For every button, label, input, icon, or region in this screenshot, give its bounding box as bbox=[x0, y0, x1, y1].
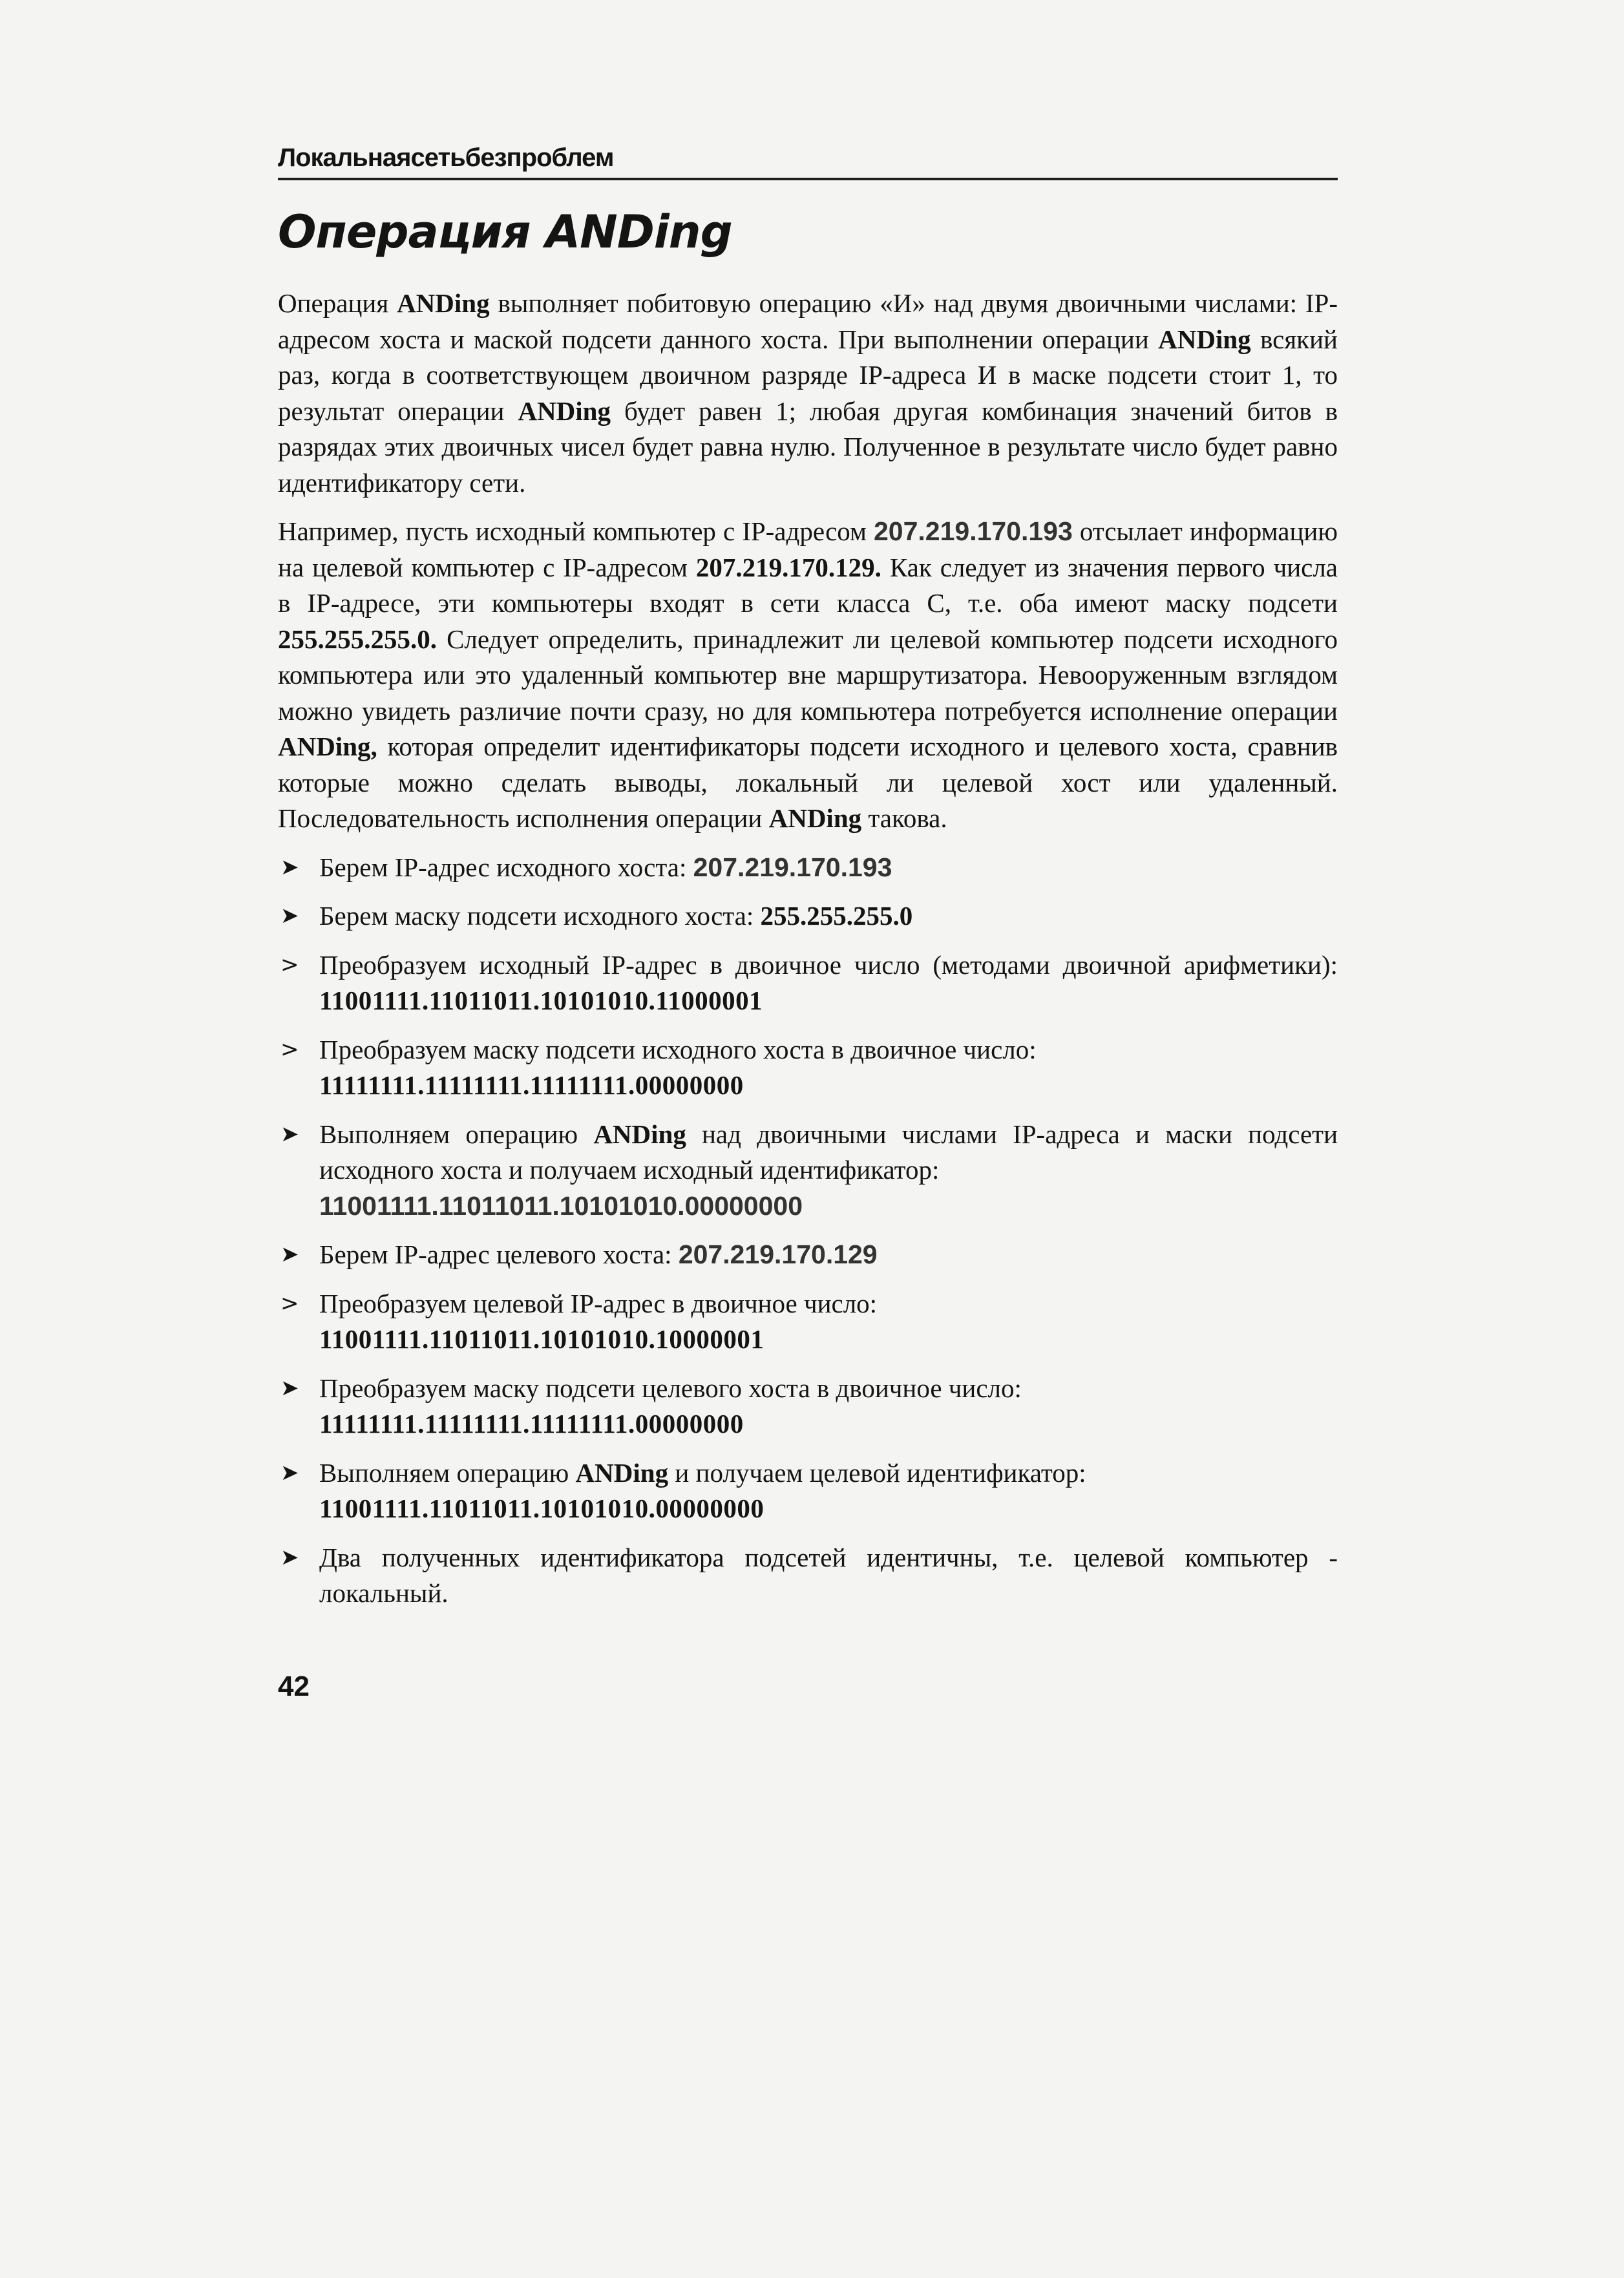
term-anding: ANDing, bbox=[278, 732, 377, 761]
step-text: Преобразуем исходный IP-адрес в двоичное число (методами двоичной арифметики): bbox=[319, 949, 1338, 980]
arrow-bullet-icon: ➤ bbox=[280, 1241, 299, 1267]
step-text: Берем IP-адрес исходного хоста: bbox=[319, 852, 693, 882]
step-value: 11111111.11111111.11111111.00000000 bbox=[319, 1409, 744, 1439]
source-ip: 207.219.170.193 bbox=[873, 516, 1073, 546]
arrow-bullet-icon: > bbox=[280, 1290, 299, 1316]
list-item bbox=[278, 1117, 1338, 1225]
list-item bbox=[278, 1455, 1338, 1527]
step-text: Берем IP-адрес целевого хоста: bbox=[319, 1239, 679, 1269]
text-run: Как следует из значения первого числа в IP-адресе, эти компьютеры входят в сети класса С, т.е. оба имеют маску подсети bbox=[278, 552, 1338, 618]
term-anding: ANDing bbox=[575, 1457, 669, 1488]
step-text: Преобразуем целевой IP-адрес в двоичное число: bbox=[319, 1288, 878, 1318]
step-text: над двоичными числами IP-адреса и маски подсети исходного хоста и получаем исходный идентификатор: bbox=[319, 1119, 1338, 1185]
step-text: Преобразуем маску подсети исходного хоста в двоичное число: bbox=[319, 1034, 1037, 1064]
text-run: которая определит идентификаторы подсети исходного и целевого хоста, сравнив которые можно сделать выводы, локальный ли целевой хост или удаленный. Последовательность исполнения операции bbox=[278, 732, 1338, 833]
arrow-bullet-icon: > bbox=[280, 1036, 299, 1062]
arrow-bullet-icon: ➤ bbox=[280, 1459, 299, 1486]
text-run: отсылает информацию на целевой компьютер с IP-адресом bbox=[278, 516, 1338, 582]
step-text: и получаем целевой идентификатор: bbox=[668, 1457, 1086, 1488]
step-text: Выполняем операцию bbox=[319, 1457, 576, 1488]
arrow-bullet-icon: ➤ bbox=[280, 1121, 299, 1147]
text-run: Следует определить, принадлежит ли целевой компьютер подсети исходного компьютера или это удаленный компьютер вне маршрутизатора. Невооруженным взглядом можно увидеть различие почти сразу, но для компьютера потребуется исполнение операции bbox=[278, 624, 1338, 726]
intro-paragraph bbox=[278, 286, 1338, 501]
step-text: Два полученных идентификатора подсетей идентичны, т.е. целевой компьютер - локальный. bbox=[319, 1542, 1338, 1608]
step-text: Берем маску подсети исходного хоста: bbox=[319, 901, 761, 931]
term-anding: ANDing bbox=[768, 803, 862, 833]
text-run: всякий раз, когда в соответствующем двоичном разряде IP-адреса И в маске подсети стоит 1, то результат операции bbox=[278, 324, 1338, 426]
text-run: Операция bbox=[278, 288, 397, 318]
step-value: 207.219.170.129 bbox=[678, 1239, 878, 1269]
list-item bbox=[278, 1371, 1338, 1442]
step-value: 207.219.170.193 bbox=[693, 852, 892, 882]
term-anding: ANDing bbox=[518, 395, 611, 426]
list-item bbox=[278, 850, 1338, 886]
list-item bbox=[278, 1286, 1338, 1358]
example-paragraph bbox=[278, 514, 1338, 837]
text-run: выполняет побитовую операцию «И» над двумя двоичными числами: IP-адресом хоста и маской подсети данного хоста. При выполнении операции bbox=[278, 288, 1338, 354]
arrow-bullet-icon: ➤ bbox=[280, 854, 299, 880]
term-anding: ANDing bbox=[1158, 324, 1251, 354]
arrow-bullet-icon: ➤ bbox=[280, 1375, 299, 1401]
steps-list bbox=[278, 850, 1338, 1612]
term-anding: ANDing bbox=[593, 1119, 686, 1149]
destination-ip: 207.219.170.129. bbox=[695, 552, 881, 582]
step-value: 11001111.11011011.10101010.00000000 bbox=[319, 1190, 803, 1221]
step-text: Преобразуем маску подсети целевого хоста в двоичное число: bbox=[319, 1373, 1022, 1403]
subnet-mask: 255.255.255.0. bbox=[278, 624, 437, 654]
page-number: 42 bbox=[278, 1671, 310, 1702]
step-value: 11111111.11111111.11111111.00000000 bbox=[319, 1070, 744, 1100]
step-value: 11001111.11011011.10101010.11000001 bbox=[319, 986, 763, 1015]
page-header bbox=[278, 143, 1338, 180]
arrow-bullet-icon: ➤ bbox=[280, 1544, 299, 1570]
list-item bbox=[278, 947, 1338, 1019]
text-run: будет равен 1; любая другая комбинация значений битов в разрядах этих двоичных чисел будет равна нулю. Полученное в результате число будет равно идентификатору сети. bbox=[278, 395, 1338, 498]
step-text: Выполняем операцию bbox=[319, 1119, 594, 1149]
term-anding: ANDing bbox=[397, 288, 490, 318]
step-value: 11001111.11011011.10101010.00000000 bbox=[319, 1493, 765, 1523]
step-value: 255.255.255.0 bbox=[760, 901, 913, 931]
arrow-bullet-icon: > bbox=[280, 951, 299, 978]
text-run: Например, пусть исходный компьютер с IP-адресом bbox=[278, 516, 874, 546]
step-value: 11001111.11011011.10101010.10000001 bbox=[319, 1324, 765, 1354]
section-title: Операция ANDing bbox=[278, 206, 732, 258]
arrow-bullet-icon: ➤ bbox=[280, 903, 299, 929]
page-body bbox=[278, 286, 1338, 1625]
running-head: Локальнаясетьбезпроблем bbox=[278, 143, 614, 172]
text-run: такова. bbox=[861, 803, 947, 833]
list-item bbox=[278, 898, 1338, 934]
list-item bbox=[278, 1032, 1338, 1104]
list-item bbox=[278, 1237, 1338, 1273]
list-item bbox=[278, 1540, 1338, 1612]
